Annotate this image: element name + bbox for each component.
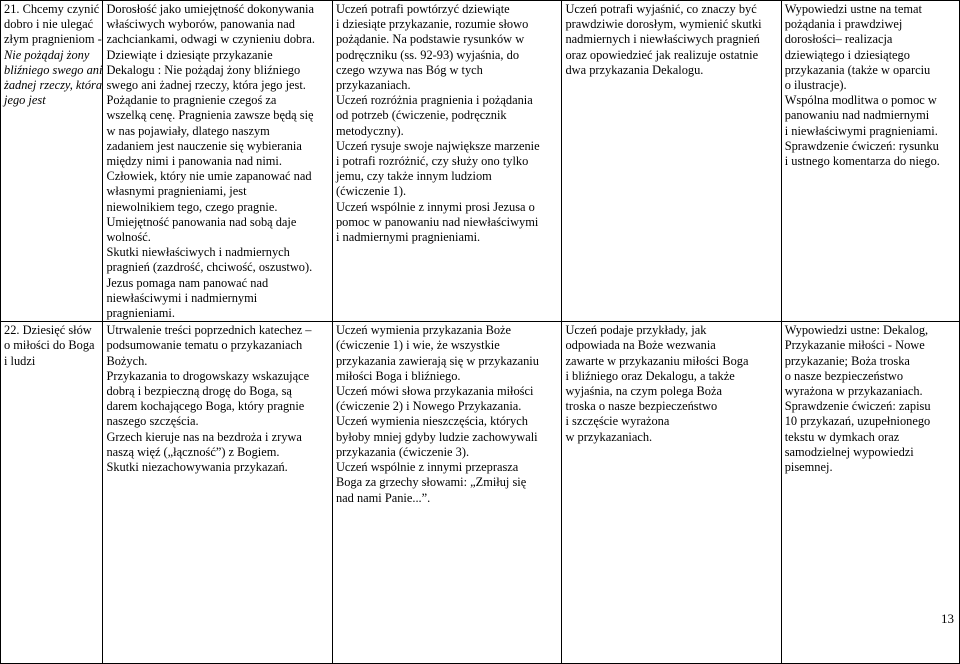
text-line: troska o nasze bezpieczeństwo	[565, 399, 718, 414]
text-line: naszego szczęścia.	[106, 414, 199, 429]
text-line: Nie pożądaj żony	[4, 47, 90, 62]
text-line: Umiejętność panowania nad sobą daje	[106, 214, 297, 229]
text-line: wyrażona w przykazaniach.	[784, 384, 923, 399]
text-line: Dziewiąte i dziesiąte przykazanie	[106, 47, 273, 62]
text-line: Sprawdzenie ćwiczeń: zapisu	[784, 399, 931, 414]
text-line: Pożądanie to pragnienie czegoś za	[106, 93, 277, 108]
extended-requirements-cell	[562, 1, 781, 322]
text-line: Boga za grzechy słowami: „Zmiłuj się	[335, 475, 527, 490]
text-line: swego ani żadnej rzeczy, która jego jest.	[106, 78, 306, 93]
text-line: Wypowiedzi ustne na temat	[784, 2, 922, 16]
text-line: Bożych.	[106, 353, 148, 368]
text-line: dwa przykazania Dekalogu.	[565, 62, 704, 77]
extended-requirements-cell	[562, 322, 781, 664]
text-line: Sprawdzenie ćwiczeń: rysunku	[784, 138, 939, 153]
text-line: Wspólna modlitwa o pomoc w	[784, 93, 937, 108]
table-row	[1, 1, 960, 322]
text-line: Uczeń potrafi wyjaśnić, co znaczy być	[565, 2, 757, 16]
text-line: od potrzeb (ćwiczenie, podręcznik	[335, 108, 507, 123]
text-line: wyjaśnia, na czym polega Boża	[565, 384, 722, 399]
page-number: 13	[941, 611, 954, 626]
text-line: metodyczny).	[335, 123, 404, 138]
text-line: i bliźniego oraz Dekalogu, a także	[565, 368, 735, 383]
text-line: o nasze bezpieczeństwo	[784, 368, 904, 383]
text-line: wszelką cenę. Pragnienia zawsze będą się	[106, 108, 314, 123]
text-line: wolność.	[106, 230, 151, 245]
topic-cell	[1, 322, 103, 664]
text-line: dobrą i bezpieczną drogę do Boga, są	[106, 384, 292, 399]
text-line: czego wzywa nas Bóg w tych	[335, 62, 483, 77]
text-line: w przykazaniach.	[565, 429, 653, 444]
text-line: nadmiernych i niewłaściwych pragnień	[565, 32, 760, 47]
text-line: pisemnej.	[784, 460, 833, 475]
text-line: i potrafi rozróżnić, czy służy ono tylko	[335, 154, 529, 169]
text-line: 10 przykazań, uzupełnionego	[784, 414, 931, 429]
text-line: i ludzi	[4, 353, 36, 368]
text-line: samodzielnej wypowiedzi	[784, 444, 914, 459]
text-line: (ćwiczenie 2) i Nowego Przykazania.	[335, 399, 522, 414]
text-line: Wypowiedzi ustne: Dekalog,	[784, 323, 929, 338]
text-line: Uczeń potrafi powtórzyć dziewiąte	[335, 2, 510, 16]
text-line: 21. Chcemy czynić	[4, 2, 100, 16]
assessment-cell	[781, 322, 959, 664]
text-line: o miłości do Boga	[4, 338, 95, 353]
text-line: o ilustracje).	[784, 78, 847, 93]
text-line: Człowiek, który nie umie zapanować nad	[106, 169, 312, 184]
text-line: niewłaściwymi i nadmiernymi	[106, 290, 258, 305]
text-line: i dziesiąte przykazanie, rozumie słowo	[335, 17, 529, 32]
text-line: Jezus pomaga nam panować nad	[106, 275, 269, 290]
text-line: jemu, czy także innym ludziom	[335, 169, 492, 184]
text-line: odpowiada na Boże wezwania	[565, 338, 716, 353]
text-line: pragnieniami.	[106, 306, 175, 321]
text-line: zawarte w przykazaniu miłości Boga	[565, 353, 749, 368]
text-line: zadaniem jest nauczenie się wybierania	[106, 138, 302, 153]
text-line: w nas pojawiały, dlatego naszym	[106, 123, 270, 138]
requirements-cell	[332, 322, 562, 664]
text-line: naszą więź („łączność”) z Bogiem.	[106, 444, 280, 459]
text-line: miłości Boga i bliźniego.	[335, 368, 461, 383]
text-line: pomoc w panowaniu nad niewłaściwymi	[335, 214, 539, 229]
text-line: zachciankami, odwagi w czynieniu dobra.	[106, 32, 315, 47]
text-line: własnymi pragnieniami, jest	[106, 184, 247, 199]
text-line: prawdziwie dorosłym, wymienić skutki	[565, 17, 762, 32]
table-row	[1, 322, 960, 664]
text-line: i szczęście wyrażona	[565, 414, 670, 429]
text-line: darem kochającego Boga, który pragnie	[106, 399, 305, 414]
text-line: Uczeń wymienia przykazania Boże	[335, 323, 512, 338]
text-line: Uczeń wspólnie z innymi prosi Jezusa o	[335, 199, 535, 214]
text-line: Grzech kieruje nas na bezdroża i zrywa	[106, 429, 302, 444]
text-line: nad nami Panie...”.	[335, 490, 431, 505]
content-cell	[103, 322, 333, 664]
text-line: jego jest	[4, 93, 46, 108]
text-line: Utrwalenie treści poprzednich katechez –	[106, 323, 312, 338]
text-line: Uczeń rozróżnia pragnienia i pożądania	[335, 93, 533, 108]
text-line: dorosłości– realizacja	[784, 32, 893, 47]
text-line: Przykazanie miłości - Nowe	[784, 338, 925, 353]
text-line: pragnień (zazdrość, chciwość, oszustwo).	[106, 260, 313, 275]
text-line: (ćwiczenie 1) i wie, że wszystkie	[335, 338, 500, 353]
text-line: (ćwiczenie 1).	[335, 184, 407, 199]
text-line: Dekalogu : Nie pożądaj żony bliźniego	[106, 62, 301, 77]
text-line: przykazaniach.	[335, 78, 411, 93]
content-cell	[103, 1, 333, 322]
text-line: oraz opowiedzieć jak realizuje ostatnie	[565, 47, 759, 62]
text-line: żadnej rzeczy, która	[4, 78, 103, 93]
text-line: niewolnikiem tego, czego pragnie.	[106, 199, 278, 214]
text-line: dziewiątego i dziesiątego	[784, 47, 910, 62]
text-line: między nimi i panowania nad nimi.	[106, 154, 282, 169]
text-line: dobro i nie ulegać	[4, 17, 94, 32]
text-line: Uczeń wymienia nieszczęścia, których	[335, 414, 528, 429]
text-line: bliźniego swego ani	[4, 62, 103, 77]
text-line: byłoby mniej gdyby ludzie zachowywali	[335, 429, 538, 444]
text-line: Skutki niezachowywania przykazań.	[106, 460, 288, 475]
text-line: panowaniu nad nadmiernymi	[784, 108, 930, 123]
text-line: Uczeń rysuje swoje największe marzenie	[335, 138, 540, 153]
requirements-cell	[332, 1, 562, 322]
text-line: przykazania (ćwiczenie 3).	[335, 444, 470, 459]
text-line: Uczeń podaje przykłady, jak	[565, 323, 707, 338]
text-line: Uczeń mówi słowa przykazania miłości	[335, 384, 534, 399]
text-line: przykazania zawierają się w przykazaniu	[335, 353, 539, 368]
text-line: przykazanie; Boża troska	[784, 353, 910, 368]
text-line: złym pragnieniom -	[4, 32, 102, 47]
text-line: podręczniku (ss. 92-93) wyjaśnia, do	[335, 47, 520, 62]
text-line: przykazania (także w oparciu	[784, 62, 931, 77]
text-line: i ustnego komentarza do niego.	[784, 154, 940, 169]
text-line: pożądania i prawdziwej	[784, 17, 903, 32]
topic-cell	[1, 1, 103, 322]
assessment-cell	[781, 1, 959, 322]
text-line: 22. Dziesięć słów	[4, 323, 92, 338]
text-line: Dorosłość jako umiejętność dokonywania	[106, 2, 314, 16]
text-line: Przykazania to drogowskazy wskazujące	[106, 368, 310, 383]
text-line: właściwych wyborów, panowania nad	[106, 17, 295, 32]
text-line: Uczeń wspólnie z innymi przeprasza	[335, 460, 519, 475]
text-line: i nadmiernymi pragnieniami.	[335, 230, 481, 245]
text-line: pożądanie. Na podstawie rysunków w	[335, 32, 525, 47]
text-line: podsumowanie tematu o przykazaniach	[106, 338, 303, 353]
text-line: Skutki niewłaściwych i nadmiernych	[106, 245, 290, 260]
text-line: i niewłaściwymi pragnieniami.	[784, 123, 938, 138]
text-line: tekstu w dymkach oraz	[784, 429, 900, 444]
